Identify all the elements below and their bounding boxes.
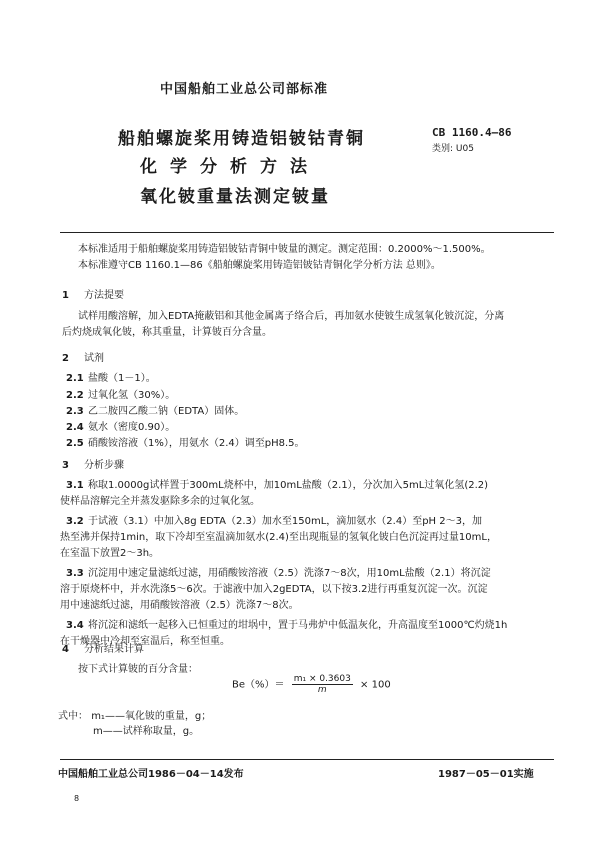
section-title: 方法提要	[84, 290, 124, 301]
reagent-item	[66, 402, 244, 417]
step-line	[66, 616, 507, 631]
reagent-item	[66, 418, 175, 433]
step-line: 使样品溶解完全并蒸发驱除多余的过氧化氢。	[60, 496, 260, 507]
page-number: 8	[74, 794, 80, 803]
item-number: 2.2	[66, 390, 84, 401]
step-line	[66, 476, 488, 491]
paragraph-line: 后灼烧成氧化铍，称其重量，计算铍百分含量。	[62, 327, 272, 338]
section-title: 分析结果计算	[84, 644, 144, 655]
item-number: 2.4	[66, 422, 84, 433]
footer-rule	[60, 759, 554, 760]
title-line-1: 船舶螺旋桨用铸造铝铍钴青铜	[118, 129, 365, 149]
variable-1: m₁——氧化铍的重量，g；	[91, 711, 212, 722]
item-text: 氨水（密度0.90）。	[88, 422, 176, 433]
header-rule	[60, 232, 554, 233]
step-line: 热至沸并保持1min，取下冷却至室温滴加氨水(2.4)至出现瓶显的氢氧化铍白色沉淀再过量10mL，	[60, 532, 497, 543]
item-text: 乙二胺四乙酸二钠（EDTA）固体。	[88, 406, 245, 417]
section-1-heading	[62, 286, 124, 301]
where-label: 式中：	[58, 711, 88, 722]
item-number: 2.1	[66, 373, 84, 384]
category: 类别: U05	[432, 144, 474, 154]
step-line: 用中速滤纸过滤，用硝酸铵溶液（2.5）洗涤7～8次。	[60, 600, 299, 611]
step-line: 在室温下放置2～3h。	[60, 548, 160, 559]
formula-intro: 按下式计算铍的百分含量：	[78, 664, 198, 675]
section-number: 4	[62, 644, 69, 655]
section-3-heading	[62, 456, 124, 471]
item-text: 硝酸铵溶液（1%），用氨水（2.4）调至pH8.5。	[88, 438, 305, 449]
item-number: 3.1	[66, 480, 84, 491]
title-line-2: 化学分析方法	[140, 157, 320, 177]
intro-line: 本标准遵守CB 1160.1—86《船舶螺旋桨用铸造铝铍钴青铜化学分析方法 总则》。	[78, 260, 441, 271]
section-number: 2	[62, 353, 69, 364]
item-text: 于试液（3.1）中加入8g EDTA（2.3）加水至150mL，滴加氨水（2.4）至pH 2～3，加	[88, 516, 482, 527]
item-text: 盐酸（1－1）。	[88, 373, 156, 384]
reagent-item	[66, 434, 305, 449]
step-line	[66, 512, 482, 527]
variable-definition	[58, 707, 211, 722]
step-line: 溶于原烧杯中，并水洗涤5～6次。于滤液中加入2gEDTA，以下按3.2进行再重复沉淀一次。沉淀	[60, 584, 488, 595]
formula	[232, 674, 391, 695]
reagent-item	[66, 386, 175, 401]
formula-lhs: Be（%）＝	[232, 679, 285, 691]
section-number: 3	[62, 460, 69, 471]
issuing-organization: 中国船舶工业总公司部标准	[160, 82, 329, 97]
variable-2: m——试样称取量，g。	[93, 726, 200, 737]
intro-line: 本标准适用于船舶螺旋桨用铸造铝铍钴青铜中铍量的测定。测定范围：0.2000%～1.500%。	[78, 244, 491, 255]
effective-date: 1987－05－01实施	[438, 769, 534, 780]
item-number: 3.3	[66, 568, 84, 579]
issue-date: 中国船舶工业总公司1986－04－14发布	[58, 769, 244, 780]
item-number: 2.3	[66, 406, 84, 417]
formula-fraction	[292, 674, 353, 695]
item-text: 沉淀用中速定量滤纸过滤，用硝酸铵溶液（2.5）洗涤7～8次，用10mL盐酸（2.1）将沉淀	[88, 568, 491, 579]
section-title: 试剂	[84, 353, 104, 364]
item-number: 3.4	[66, 620, 84, 631]
item-text: 将沉淀和滤纸一起移入已恒重过的坩埚中，置于马弗炉中低温灰化，升高温度至1000℃灼烧1h	[88, 620, 508, 631]
step-line: 在干燥器中冷却至室温后，称至恒重。	[60, 636, 230, 647]
standard-code: CB 1160.4—86	[432, 126, 512, 139]
formula-tail: × 100	[360, 679, 391, 691]
section-2-heading	[62, 349, 104, 364]
item-number: 2.5	[66, 438, 84, 449]
step-line	[66, 564, 491, 579]
title-line-3: 氧化铍重量法测定铍量	[140, 187, 330, 207]
item-text: 称取1.0000g试样置于300mL烧杯中，加10mL盐酸（2.1），分次加入5mL过氧化氢(2.2)	[88, 480, 489, 491]
denominator: m	[317, 685, 327, 695]
paragraph-line: 试样用酸溶解，加入EDTA掩蔽铝和其他金属离子络合后，再加氨水使铍生成氢氧化铍沉淀，分离	[78, 311, 505, 322]
item-text: 过氧化氢（30%）。	[88, 390, 176, 401]
section-title: 分析步骤	[84, 460, 124, 471]
reagent-item	[66, 369, 156, 384]
item-number: 3.2	[66, 516, 84, 527]
section-number: 1	[62, 290, 69, 301]
section-4-heading	[62, 640, 144, 655]
numerator: m₁ × 0.3603	[293, 674, 351, 684]
